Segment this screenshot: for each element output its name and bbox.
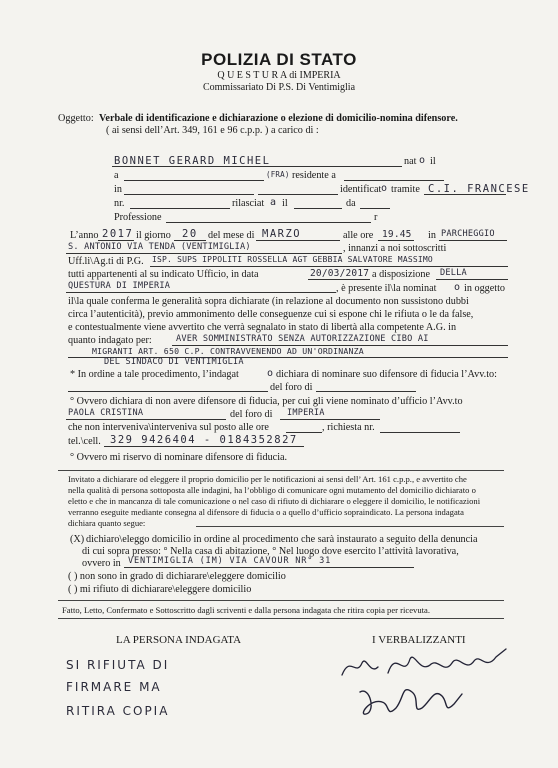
data-line [308,279,370,280]
presente-suffix: o [454,282,461,293]
name-value: BONNET GERARD MICHEL [114,155,271,167]
verbalizzanti-label: I VERBALIZZANTI [372,634,466,646]
il-label: il [430,156,436,167]
option-non-in-grado: ( ) non sono in grado di dichiarare\eleggere domicilio [68,571,286,582]
separator-3 [58,600,504,601]
residente-label: residente a [292,170,336,181]
foro-label-2: del foro di [230,409,273,420]
address-line-2 [258,194,338,195]
ore-line [378,240,414,241]
ore-intervento-line [286,432,322,433]
oggetto-sensi: ( ai sensi dell’Art. 349, 161 e 96 c.p.p. ) a carico di : [106,125,319,136]
questura-line [66,292,336,293]
header-commissariato: Commissariato Di P.S. Di Ventimiglia [202,82,356,93]
riservo-text: ° Ovvero mi riservo di nominare difensore di fiducia. [70,452,288,463]
interveniva-text: che non interveniva\interveniva sul posto alle ore [68,422,269,433]
invito-line-5: dichiara quanto segue: [68,518,146,528]
paragraph-line-1: il\la quale conferma le generalità sopra dichiarate (in relazione al documento non sussistono dubbi [68,296,469,307]
rilasciat-il: il [282,198,288,209]
reato-line-3: DEL SINDACO DI VENTIMIGLIA [104,357,244,367]
avvocato-name: PAOLA CRISTINA [68,408,144,418]
officer-signature-1 [340,645,510,685]
reato-line-2: MIGRANTI ART. 650 C.P. CONTRAVVENENDO AD UN'ORDINANZA [92,346,364,356]
domicilio-line [124,567,414,568]
oggetto-label: Oggetto: [58,113,94,124]
invito-line-2: nella qualità di persona sottoposta alle indagini, ha l’obbligo di comunicare ogni mutamento del domicilio dichiarato o [68,485,476,495]
nr-line [130,208,230,209]
mese-line [256,240,340,241]
giorno-label: il giorno [136,230,171,241]
nato-label: nat [404,156,417,167]
separator-2 [196,526,504,527]
ovvero-in-label: ovvero in [82,558,121,569]
ore-label: alle ore [343,230,374,241]
date-line [294,208,342,209]
officer-signature-2 [356,682,466,722]
tramite-label: tramite [391,184,420,195]
nr-label: nr. [114,198,125,209]
anno-value: 2017 [102,228,134,240]
option-rifiuto: ( ) mi rifiuto di dichiarare\eleggere domicilio [68,584,252,595]
tel-value: 329 9426404 - 0184352827 [110,434,298,446]
domicilio-value: VENTIMIGLIA (IM) VIA CAVOUR NR° 31 [128,556,332,566]
foro-line-2 [280,419,380,420]
place-value-2: S. ANTONIO VIA TENDA (VENTIMIGLIA) [68,242,251,252]
domicilio-line-1: dichiaro\eleggo domicilio in ordine al procedimento che sarà instaurato a seguito della denuncia [86,534,478,545]
paragraph-line-4: quanto indagato per: [68,335,152,346]
tel-line [104,446,304,447]
separator-1 [58,470,504,471]
ore-value: 19.45 [382,229,412,240]
uff-label: Uff.li\Ag.ti di P.G. [68,256,144,267]
address-line-1 [124,194,254,195]
professione-label: Professione [114,212,162,223]
persona-indagata-label: LA PERSONA INDAGATA [116,634,242,646]
a-label: a [114,170,119,181]
paragraph-line-3: e contestualmente viene avvertito che verrà segnalato in stato di libertà alla competente A.G. in [68,322,457,333]
tramite-value: C.I. FRANCESE [428,183,530,195]
birthplace-line [124,180,264,181]
reato-line-1: AVER SOMMINISTRATO SENZA AUTORIZZAZIONE CIBO AI [176,334,429,344]
residence-line [344,180,444,181]
tramite-line [424,194,506,195]
foro-line-1 [316,391,416,392]
place-line-2 [66,253,342,254]
disposizione-text: a disposizione [372,269,431,280]
disposizione-line [436,279,508,280]
officers-value: ISP. SUPS IPPOLITI ROSSELLA AGT GEBBIA SALVATORE MASSIMO [152,255,433,264]
refusal-note-2: FIRMARE MA [66,680,162,694]
avvocato-fiducia-line [68,391,268,392]
fatto-text: Fatto, Letto, Confermato e Sottoscritto dagli scriventi e dalla persona indagata che ritira copia per ricevuta. [62,605,430,615]
invito-line-3: eletto e che in mancanza di tale comunicazione o nel caso di rifiuto di dichiarare o eleggere il domicilio, le notificazioni [68,496,481,506]
presente-text: , è presente il\la nominat [336,283,437,294]
giorno-value: 20 [182,228,198,240]
giorno-line [174,240,206,241]
presente-end: in oggetto [464,283,506,294]
in-place-label: in [428,230,436,241]
identificat-label: identificat [340,184,382,195]
anno-line [98,240,134,241]
mese-value: MARZO [262,228,302,240]
place-line-1 [439,240,507,241]
ovvero-text: ° Ovvero dichiara di non avere difensore di fiducia, per cui gli viene nominato d’ufficio l’Avv.to [70,396,463,407]
rilasciat-label: rilasciat [232,198,265,209]
place-value-1: PARCHEGGIO [441,229,495,239]
data-value: 20/03/2017 [310,268,370,279]
refusal-note-1: SI RIFIUTA DI [66,658,170,672]
foro-label-1: del foro di [270,382,313,393]
mese-label: del mese di [208,230,255,241]
identificat-suffix: o [381,183,388,194]
ordine-end: dichiara di nominare suo difensore di fiducia l’Avv.to: [276,369,497,380]
disposizione-value: DELLA [440,268,467,278]
rilasciat-suffix: a [270,197,277,208]
invito-line-1: Invitato a dichiarare od eleggere il proprio domicilio per le notificazioni ai sensi dell’ Art. 161 c.p.p., e avvertito che [68,474,467,484]
tel-label: tel.\cell. [68,436,101,447]
domicilio-mark: (X) [70,534,85,545]
avvocato-line [66,419,226,420]
name-line [112,166,402,167]
richiesta-line [380,432,460,433]
header-questura: Q U E S T U R A di IMPERIA [217,70,341,81]
richiesta-label: , richiesta nr. [322,422,375,433]
officers-line [150,266,508,267]
da-label: da [346,198,356,209]
da-line [360,208,390,209]
in-label: in [114,184,122,195]
innanzi-text: , innanzi a noi sottoscritti [343,243,447,254]
nato-suffix: o [419,155,426,166]
ordine-text: * In ordine a tale procedimento, l’indagat [70,369,239,380]
oggetto-title: Verbale di identificazione e dichiarazione o elezione di domicilio-nomina difensore. [99,113,458,124]
invito-line-4: verranno eseguite mediante consegna al difensore di fiducia o a quello d’ufficio sopraindicato. La persona indagata [68,507,464,517]
anno-label: L’anno [70,230,99,241]
appartenenti-text: tutti appartenenti al su indicato Ufficio, in data [68,269,259,280]
domicilio-line-2: di cui sopra presso: ° Nella casa di abitazione, ° Nel luogo dove esercito l’attività lavorativa, [82,546,459,557]
questura-value: QUESTURA DI IMPERIA [68,281,171,291]
header-title: POLIZIA DI STATO [201,50,357,69]
refusal-note-3: RITIRA COPIA [66,704,170,718]
professione-line [166,222,371,223]
paragraph-line-2: circa l’autenticità), previo ammonimento delle conseguenze cui si espone chi le rifiuta o le da false, [68,309,474,320]
professione-end: r [374,212,378,223]
foro-value-2: IMPERIA [287,408,325,418]
ordine-suffix: o [267,368,274,379]
residente-prefix: (FRA) [266,170,290,179]
separator-4 [58,618,504,619]
